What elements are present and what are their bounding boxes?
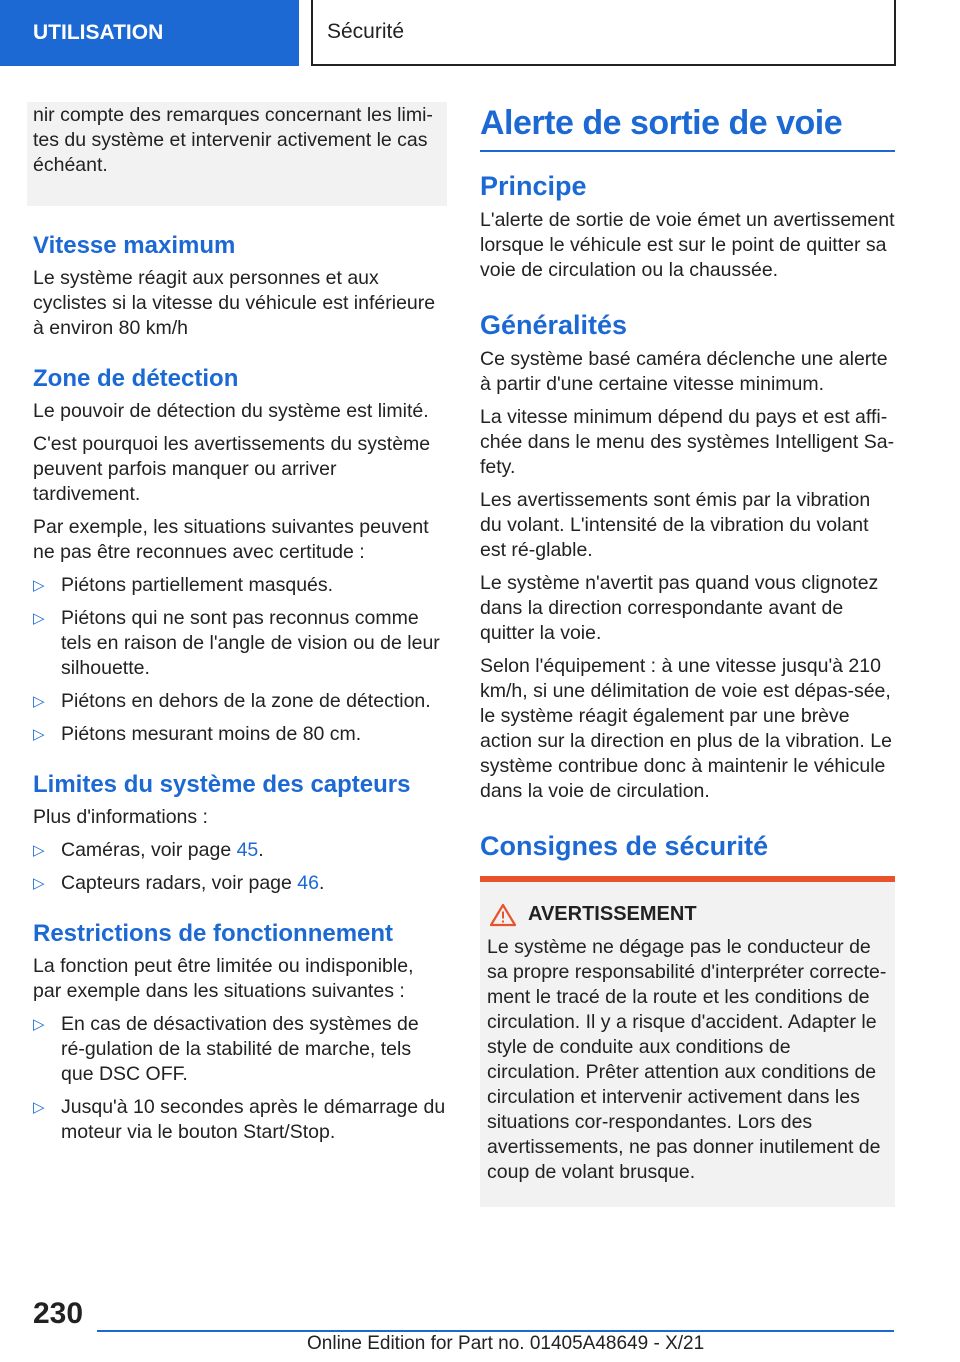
heading-limites-capteurs: Limites du système des capteurs: [33, 771, 411, 798]
triangle-bullet-icon: ▷: [33, 693, 45, 710]
chapter-label: Sécurité: [327, 20, 405, 43]
warning-title: AVERTISSEMENT: [528, 903, 697, 925]
restrictions-list: [33, 1012, 447, 1145]
heading-generalites: Généralités: [480, 310, 628, 340]
list-item: ▷ Piétons mesurant moins de 80 cm.: [33, 723, 362, 745]
right-column: [480, 102, 895, 1207]
continued-note-box: [27, 102, 447, 206]
heading-vitesse-maximum: Vitesse maximum: [33, 232, 236, 259]
page-reference-link[interactable]: 45: [236, 839, 259, 861]
list-item: ▷ Capteurs radars, voir page 46.: [33, 872, 325, 894]
generalites-paragraph-2: La vitesse minimum dépend du pays et est affi-chée dans le menu des systèmes Intelligent Sa-fety.: [480, 406, 895, 478]
section-tab: [0, 0, 299, 66]
heading-restrictions: Restrictions de fonctionnement: [33, 920, 394, 947]
principe-text: L'alerte de sortie de voie émet un avertissement lorsque le véhicule est sur le point de quitter sa voie de circulation ou la chaussée.: [480, 209, 895, 281]
limites-text: Plus d'informations :: [33, 806, 208, 828]
heading-consignes-securite: Consignes de sécurité: [480, 831, 769, 861]
triangle-bullet-icon: ▷: [33, 875, 45, 892]
triangle-bullet-icon: ▷: [33, 610, 45, 627]
title-block: [480, 102, 895, 152]
zone-paragraph-2: C'est pourquoi les avertissements du système peuvent parfois manquer ou arriver tardivement.: [33, 433, 431, 505]
zone-paragraph-3: Par exemple, les situations suivantes peuvent ne pas être reconnues avec certitude :: [33, 516, 429, 563]
page-number: 230: [33, 1297, 84, 1330]
triangle-bullet-icon: ▷: [33, 1016, 45, 1033]
generalites-paragraph-1: Ce système basé caméra déclenche une alerte à partir d'une certaine vitesse minimum.: [480, 348, 888, 395]
warning-text: Le système ne dégage pas le conducteur de sa propre responsabilité d'interpréter correcte-ment le tracé de la route et les conditions de circulation. Il y a risque d'accident. Adapter le style de conduite aux conditions de circulation. Prêter attention aux conditions de circulation et intervenir activement dans les situations cor-respondantes. Lors des avertissements, ne pas donner inutilement de coup de volant brusque.: [487, 936, 887, 1183]
warning-header: [487, 902, 887, 927]
list-item: ▷ Piétons qui ne sont pas reconnus comme tels en raison de l'angle de vision ou de leur silhouette.: [33, 607, 440, 679]
generalites-paragraph-3: Les avertissements sont émis par la vibration du volant. L'intensité de la vibration du volant est ré-glable.: [480, 489, 871, 561]
continued-note-text: nir compte des remarques concernant les limi-tes du système et intervenir activement le cas échéant.: [33, 104, 433, 176]
triangle-bullet-icon: ▷: [33, 1099, 45, 1116]
list-item: ▷ En cas de désactivation des systèmes de ré-gulation de la stabilité de marche, tels que DSC OFF.: [33, 1013, 419, 1085]
footer-divider: [97, 1330, 894, 1332]
generalites-paragraph-4: Le système n'avertit pas quand vous clignotez dans la direction correspondante avant de quitter la voie.: [480, 572, 879, 644]
triangle-bullet-icon: ▷: [33, 726, 45, 743]
triangle-bullet-icon: ▷: [33, 577, 45, 594]
list-item: ▷ Piétons partiellement masqués.: [33, 574, 334, 596]
zone-list: [33, 573, 447, 747]
warning-box: [480, 876, 895, 1207]
list-item: ▷ Jusqu'à 10 secondes après le démarrage du moteur via le bouton Start/Stop.: [33, 1096, 446, 1143]
list-item: ▷ Piétons en dehors de la zone de détection.: [33, 690, 431, 712]
heading-zone-detection: Zone de détection: [33, 365, 239, 392]
zone-paragraph-1: Le pouvoir de détection du système est limité.: [33, 400, 429, 422]
section-label: UTILISATION: [33, 21, 164, 44]
heading-principe: Principe: [480, 171, 587, 201]
edition-text: Online Edition for Part no. 01405A48649 - X/21: [307, 1333, 705, 1354]
generalites-paragraph-5: Selon l'équipement : à une vitesse jusqu'à 210 km/h, si une délimitation de voie est dépas-sée, le système réagit également par une brève action sur la direction en plus de la vibration. Le système contribue donc à maintenir le véhicule dans la voie de circulation.: [480, 655, 892, 802]
vitesse-text: Le système réagit aux personnes et aux cyclistes si la vitesse du véhicule est inférieure à environ 80 km/h: [33, 267, 436, 339]
page-title: Alerte de sortie de voie: [480, 104, 843, 142]
limites-list: [33, 838, 447, 896]
page-reference-link[interactable]: 46: [297, 872, 319, 894]
left-column: [33, 102, 447, 1153]
restrictions-text: La fonction peut être limitée ou indisponible, par exemple dans les situations suivantes :: [33, 955, 414, 1002]
list-item: ▷ Caméras, voir page 45.: [33, 839, 264, 861]
warning-triangle-icon: [490, 903, 516, 927]
chapter-tab: [311, 0, 896, 66]
triangle-bullet-icon: ▷: [33, 842, 45, 859]
